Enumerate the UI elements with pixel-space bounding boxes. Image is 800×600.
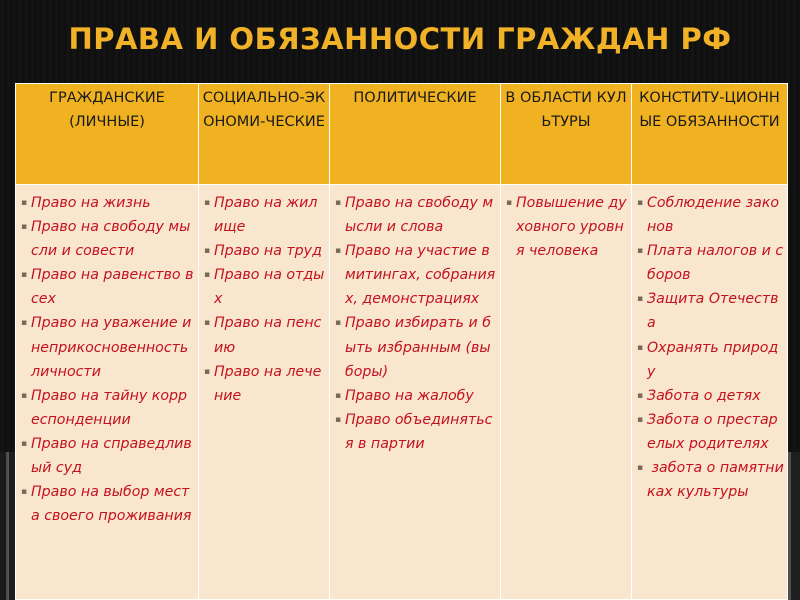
list-item-text: забота о памятниках культуры bbox=[647, 460, 784, 501]
cell-civil bbox=[16, 185, 199, 600]
list-item-text: Право на отдых bbox=[214, 267, 325, 308]
list-item-text: Право на жизнь bbox=[31, 195, 151, 211]
list-item bbox=[204, 191, 326, 239]
square-bullet-icon: ▪ bbox=[21, 198, 28, 208]
list-item bbox=[335, 239, 497, 311]
square-bullet-icon: ▪ bbox=[204, 198, 211, 208]
cell-culture bbox=[501, 185, 632, 600]
cell-socioeconomic bbox=[199, 185, 330, 600]
list-item bbox=[204, 360, 326, 408]
list-item bbox=[637, 408, 784, 456]
square-bullet-icon: ▪ bbox=[21, 270, 28, 281]
list-item-text: Повышение духовного уровня человека bbox=[516, 195, 627, 260]
square-bullet-icon: ▪ bbox=[637, 463, 644, 474]
square-bullet-icon: ▪ bbox=[21, 222, 28, 233]
list-item-text: Плата налогов и сборов bbox=[647, 243, 784, 284]
list-item-text: Право на равенство всех bbox=[31, 267, 194, 308]
list-duties bbox=[637, 191, 784, 504]
square-bullet-icon: ▪ bbox=[637, 294, 644, 305]
square-bullet-icon: ▪ bbox=[21, 438, 28, 449]
rights-table bbox=[15, 83, 788, 600]
square-bullet-icon: ▪ bbox=[204, 318, 211, 329]
square-bullet-icon: ▪ bbox=[637, 414, 644, 425]
square-bullet-icon: ▪ bbox=[204, 246, 211, 257]
list-item bbox=[637, 384, 784, 408]
list-item bbox=[21, 263, 195, 311]
list-item-text: Право на свободу мысли и совести bbox=[31, 219, 191, 260]
square-bullet-icon: ▪ bbox=[204, 270, 211, 281]
square-bullet-icon: ▪ bbox=[637, 390, 644, 401]
header-civil-line1: ГРАЖДАНСКИЕ bbox=[49, 90, 165, 106]
square-bullet-icon: ▪ bbox=[506, 198, 513, 208]
page-title: ПРАВА И ОБЯЗАННОСТИ ГРАЖДАН РФ bbox=[68, 22, 732, 56]
square-bullet-icon: ▪ bbox=[335, 246, 342, 257]
list-item-text: Охранять природу bbox=[647, 339, 779, 380]
list-item-text: Соблюдение законов bbox=[647, 195, 780, 236]
list-item-text: Право на жилище bbox=[214, 195, 318, 236]
header-civil-line2: (ЛИЧНЫЕ) bbox=[69, 114, 145, 130]
square-bullet-icon: ▪ bbox=[637, 342, 644, 353]
list-item bbox=[21, 191, 195, 215]
list-item-text: Право на выбор места своего проживания bbox=[31, 484, 192, 525]
square-bullet-icon: ▪ bbox=[21, 318, 28, 329]
list-item-text: Право на пенсию bbox=[214, 315, 322, 356]
list-item bbox=[21, 432, 195, 480]
list-item bbox=[204, 311, 326, 359]
list-item-text: Право на свободу мысли и слова bbox=[345, 195, 494, 236]
list-item bbox=[204, 239, 326, 263]
list-item-text: Право на тайну корреспонденции bbox=[31, 387, 188, 428]
list-item bbox=[637, 287, 784, 335]
list-item-text: Право на труд bbox=[214, 243, 322, 260]
table-body-row bbox=[16, 185, 788, 600]
cell-duties bbox=[632, 185, 788, 600]
list-item-text: Право избирать и быть избранным (выборы) bbox=[345, 315, 491, 380]
header-duties: КОНСТИТУ-ЦИОННЫЕ ОБЯЗАННОСТИ bbox=[632, 84, 788, 185]
list-item-text: Право на лечение bbox=[214, 363, 322, 404]
list-item bbox=[204, 263, 326, 311]
list-culture bbox=[506, 191, 628, 263]
square-bullet-icon: ▪ bbox=[335, 390, 342, 401]
list-item bbox=[21, 311, 195, 383]
square-bullet-icon: ▪ bbox=[335, 198, 342, 208]
list-item bbox=[637, 239, 784, 287]
list-civil bbox=[21, 191, 195, 528]
list-item-text: Право на участие в митингах, собраниях, демонстрациях bbox=[345, 243, 496, 308]
square-bullet-icon: ▪ bbox=[21, 487, 28, 498]
table-header-row bbox=[16, 84, 788, 185]
header-political: ПОЛИТИЧЕСКИЕ bbox=[330, 84, 501, 185]
square-bullet-icon: ▪ bbox=[335, 414, 342, 425]
list-item-text: Забота о детях bbox=[647, 387, 761, 404]
list-item-text: Право объединяться в партии bbox=[345, 411, 493, 452]
list-item bbox=[21, 215, 195, 263]
square-bullet-icon: ▪ bbox=[637, 198, 644, 208]
square-bullet-icon: ▪ bbox=[335, 318, 342, 329]
list-item-text: Право на уважение и неприкосновенность личности bbox=[31, 315, 192, 380]
list-item bbox=[637, 456, 784, 504]
square-bullet-icon: ▪ bbox=[637, 246, 644, 257]
list-item bbox=[21, 480, 195, 528]
header-civil bbox=[16, 84, 199, 185]
list-item bbox=[637, 191, 784, 239]
list-item-text: Забота о престарелых родителях bbox=[647, 411, 778, 452]
list-item bbox=[335, 311, 497, 383]
list-political bbox=[335, 191, 497, 456]
cell-political bbox=[330, 185, 501, 600]
header-socioeconomic: СОЦИАЛЬНО-ЭКОНОМИ-ЧЕСКИЕ bbox=[199, 84, 330, 185]
header-culture: В ОБЛАСТИ КУЛЬТУРЫ bbox=[501, 84, 632, 185]
list-item bbox=[506, 191, 628, 263]
list-item bbox=[335, 384, 497, 408]
list-item bbox=[335, 191, 497, 239]
list-item bbox=[21, 384, 195, 432]
list-item-text: Защита Отечества bbox=[647, 291, 779, 332]
list-item-text: Право на справедливый суд bbox=[31, 435, 192, 477]
list-item bbox=[637, 336, 784, 384]
list-item-text: Право на жалобу bbox=[345, 387, 474, 404]
square-bullet-icon: ▪ bbox=[21, 390, 28, 401]
list-socioeconomic bbox=[204, 191, 326, 408]
list-item bbox=[335, 408, 497, 456]
square-bullet-icon: ▪ bbox=[204, 366, 211, 377]
